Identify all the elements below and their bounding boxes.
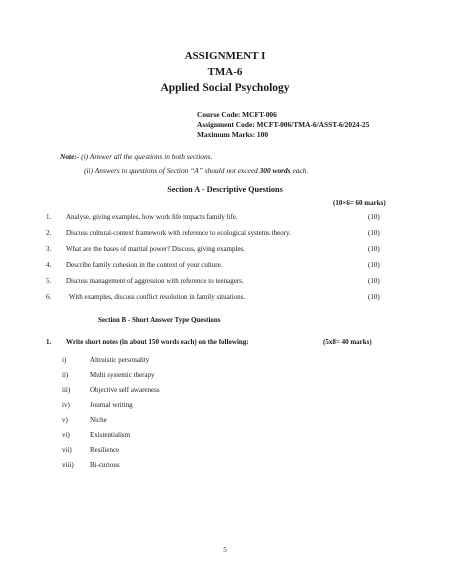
list-item: Objective self awareness: [90, 386, 160, 394]
list-item-number: i): [62, 356, 67, 364]
list-item-number: iv): [62, 401, 70, 409]
question-4-text: Describe family cohesion in the context of your culture.: [66, 261, 223, 269]
question-2-marks: (10): [368, 229, 380, 237]
question-3-number: 3.: [46, 245, 52, 253]
list-item: Multi systemic therapy: [90, 371, 155, 379]
question-5-number: 5.: [46, 277, 52, 285]
maximum-marks: Maximum Marks: 100: [197, 130, 269, 139]
note-line-1: [60, 152, 212, 161]
question-6-marks: (10): [368, 293, 380, 301]
question-5-text: Discuss management of aggression with reference to teenagers.: [66, 277, 244, 285]
question-5-marks: (10): [368, 277, 380, 285]
list-item: Existentialism: [90, 431, 131, 439]
question-4-marks: (10): [368, 261, 380, 269]
list-item-number: v): [62, 416, 68, 424]
course-code: Course Code: MCFT-006: [197, 110, 277, 119]
note-text-2-end: each.: [292, 166, 309, 175]
question-1-text: Analyse, giving examples, how work life impacts family life.: [66, 213, 238, 221]
question-1-marks: (10): [368, 213, 380, 221]
section-b-question-number: 1.: [46, 338, 52, 346]
question-2-text: Discuss cultural-context framework with reference to ecological systems theory.: [66, 229, 291, 237]
note-text-1: (i) Answer all the questions in both sections.: [81, 152, 213, 161]
section-b-question-text: Write short notes (in about 150 words each) on the following:: [66, 338, 249, 346]
list-item: Bi-curious: [90, 461, 120, 469]
question-4-number: 4.: [46, 261, 52, 269]
question-2-number: 2.: [46, 229, 52, 237]
list-item-number: vi): [62, 431, 70, 439]
tma-heading: TMA-6: [207, 66, 243, 78]
section-b-marks: (5x8= 40 marks): [323, 338, 372, 346]
list-item-number: vii): [62, 446, 72, 454]
list-item: Altruistic personality: [90, 356, 150, 364]
assignment-code: Assignment Code: MCFT-006/TMA-6/ASST-6/2024-25: [197, 120, 370, 129]
section-a-title: Section A - Descriptive Questions: [167, 185, 283, 194]
section-a-marks: (10×6= 60 marks): [333, 199, 386, 207]
assignment-heading: ASSIGNMENT I: [184, 50, 266, 62]
list-item-number: ii): [62, 371, 69, 379]
question-3-marks: (10): [368, 245, 380, 253]
question-6-number: 6.: [46, 293, 52, 301]
page-number: 5: [223, 546, 227, 554]
list-item: Niche: [90, 416, 107, 424]
list-item: Resilience: [90, 446, 120, 454]
note-text-2: (ii) Answers to questions of Section “A” should not exceed: [84, 166, 258, 175]
course-title: Applied Social Psychology: [160, 82, 290, 94]
note-label: Note:-: [60, 152, 80, 161]
list-item: Journal writing: [90, 401, 133, 409]
section-b-title: Section B - Short Answer Type Questions: [98, 316, 221, 324]
note-word-limit: 300 words: [259, 166, 291, 175]
list-item-number: viii): [62, 461, 74, 469]
question-3-text: What are the bases of marital power? Discuss, giving examples.: [66, 245, 246, 253]
question-6-text: With examples, discuss conflict resolution in family situations.: [69, 293, 246, 301]
question-1-number: 1.: [46, 213, 52, 221]
list-item-number: iii): [62, 386, 71, 394]
note-line-2: [84, 166, 308, 175]
